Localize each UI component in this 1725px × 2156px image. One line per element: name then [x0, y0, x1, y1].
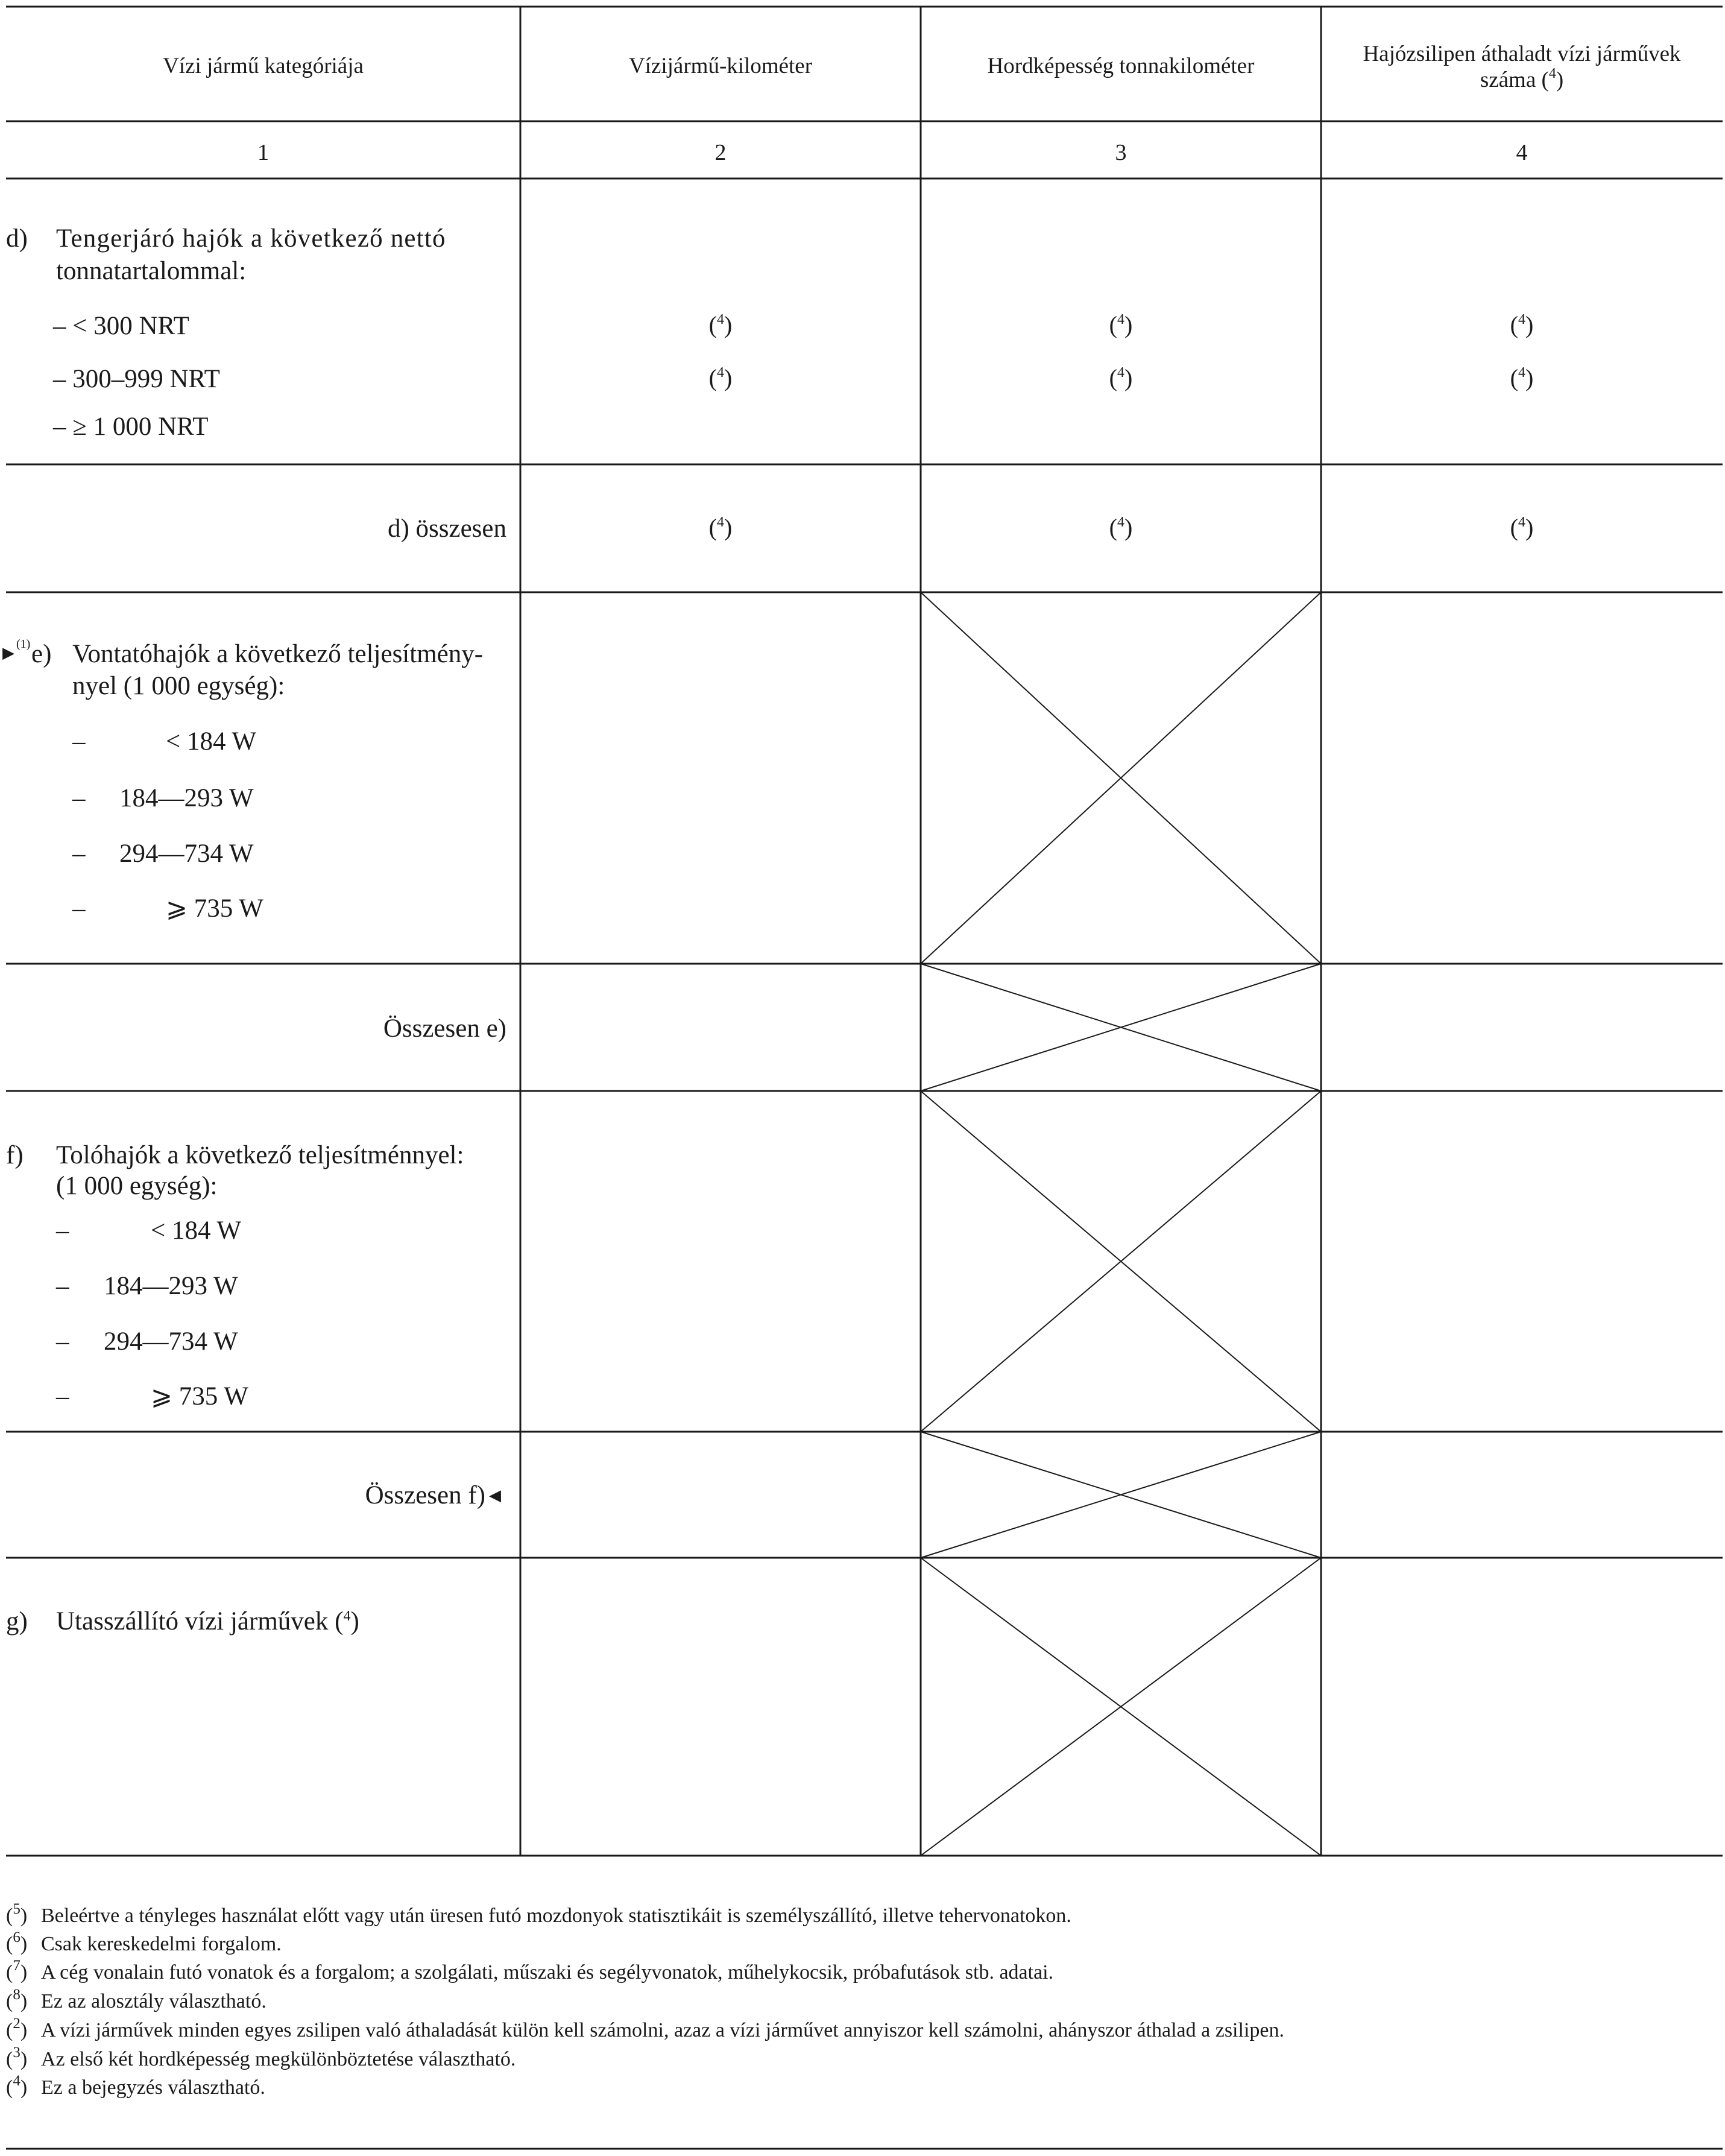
d-total-label: d) összesen	[387, 514, 506, 543]
colnum-4: 4	[1516, 140, 1528, 165]
section-e-label: e)	[31, 640, 52, 668]
e-row-2-value: 184—293 W	[119, 784, 254, 812]
e-row-1-dash: –	[72, 727, 86, 756]
header-lock-passages-line2: száma ($^4$)	[1480, 66, 1564, 92]
f-row-3-value: 294—734 W	[104, 1327, 238, 1356]
section-d-title-line2: tonnatartalommal:	[56, 257, 247, 285]
footnote-3-text: Az első két hordképesség megkülönböztetése választható.	[41, 2048, 516, 2070]
section-e-title-line2: nyel (1 000 egység):	[72, 672, 285, 700]
d-row-ge1000-label: – ≥ 1 000 NRT	[53, 413, 209, 441]
e-total-label: Összesen e)	[383, 1014, 506, 1043]
d-row-300-999-col4: ($^4$)	[1510, 364, 1534, 391]
d-row-300-999-col3: ($^4$)	[1109, 364, 1133, 391]
f-row-4-value: ⩾ 735 W	[151, 1382, 248, 1411]
footnote-5: ($^5$)	[6, 1901, 28, 1927]
e-row-1-value: < 184 W	[166, 727, 257, 756]
footnote-5-text: Beleértve a tényleges használat előtt vagy után üresen futó mozdonyok statisztikáit is személyszállító, illetve tehervonatokon.	[41, 1905, 1071, 1927]
e-row-4-dash: –	[72, 894, 86, 923]
f-total-label: Összesen f)	[365, 1481, 485, 1510]
colnum-1: 1	[257, 140, 269, 165]
footnote-3: ($^3$)	[6, 2044, 28, 2070]
footnote-6-text: Csak kereskedelmi forgalom.	[41, 1933, 282, 1955]
f-row-1-dash: –	[56, 1216, 69, 1245]
header-tonne-km: Hordképesség tonnakilométer	[987, 54, 1255, 78]
d-row-300-999-col2: ($^4$)	[708, 364, 733, 391]
colnum-2: 2	[714, 140, 727, 165]
d-row-lt300-col4: ($^4$)	[1510, 311, 1534, 338]
section-f-title-line1: Tolóhajók a következő teljesítménnyel:	[56, 1141, 464, 1169]
colnum-3: 3	[1115, 140, 1127, 165]
e-row-4-value: ⩾ 735 W	[166, 894, 263, 923]
d-row-lt300-col3: ($^4$)	[1109, 311, 1133, 338]
section-e-title-line1: Vontatóhajók a következő teljesítmény-	[72, 640, 484, 668]
f-row-4-dash: –	[56, 1382, 69, 1411]
footnote-4-text: Ez a bejegyzés választható.	[41, 2076, 265, 2099]
footnote-8-text: Ez az alosztály választható.	[41, 1990, 266, 2012]
d-row-lt300-col2: ($^4$)	[708, 311, 733, 338]
d-row-lt300-label: – < 300 NRT	[53, 312, 189, 340]
f-row-1-value: < 184 W	[151, 1216, 242, 1245]
header-lock-passages-line1: Hajózsilipen áthaladt vízi járművek	[1363, 42, 1681, 66]
e-row-3-dash: –	[72, 839, 86, 868]
d-row-300-999-label: – 300–999 NRT	[53, 365, 220, 393]
d-total-col2: ($^4$)	[708, 514, 733, 541]
f-row-3-dash: –	[56, 1327, 69, 1356]
e-row-2-dash: –	[72, 784, 86, 812]
section-d-title-line1: Tengerjáró hajók a következő nettó	[56, 224, 446, 253]
e-row-3-value: 294—734 W	[119, 839, 254, 868]
footnote-4: ($^4$)	[6, 2073, 28, 2099]
amendment-ref: (1)	[16, 637, 31, 651]
amendment-start-marker: ▶	[2, 644, 14, 662]
section-g-label: g)	[6, 1607, 28, 1636]
section-g-title: Utasszállító vízi járművek ($^4$)	[56, 1607, 359, 1636]
footnote-2-text: A vízi járművek minden egyes zsilipen való áthaladását külön kell számolni, azaz a vízi járművet annyiszor kell számolni, ahányszor áthalad a zsilipen.	[41, 2019, 1284, 2041]
d-total-col4: ($^4$)	[1510, 514, 1534, 541]
f-row-2-value: 184—293 W	[104, 1272, 238, 1300]
footnote-2: ($^2$)	[6, 2015, 28, 2041]
footnote-7-text: A cég vonalain futó vonatok és a forgalom; a szolgálati, műszaki és segélyvonatok, műhelykocsik, próbafutások stb. adatai.	[41, 1961, 1054, 1984]
footnote-6: ($^6$)	[6, 1929, 28, 1955]
section-d-label: d)	[6, 224, 28, 253]
amendment-end-marker: ◀	[489, 1487, 501, 1504]
d-total-col3: ($^4$)	[1109, 514, 1133, 541]
footnote-7: ($^7$)	[6, 1958, 28, 1984]
header-category: Vízi jármű kategóriája	[163, 54, 364, 78]
footnote-8: ($^8$)	[6, 1987, 28, 2012]
header-vessel-km: Vízijármű-kilométer	[628, 54, 813, 78]
section-f-title-line2: (1 000 egység):	[56, 1172, 218, 1200]
section-f-label: f)	[6, 1141, 24, 1169]
f-row-2-dash: –	[56, 1272, 69, 1300]
